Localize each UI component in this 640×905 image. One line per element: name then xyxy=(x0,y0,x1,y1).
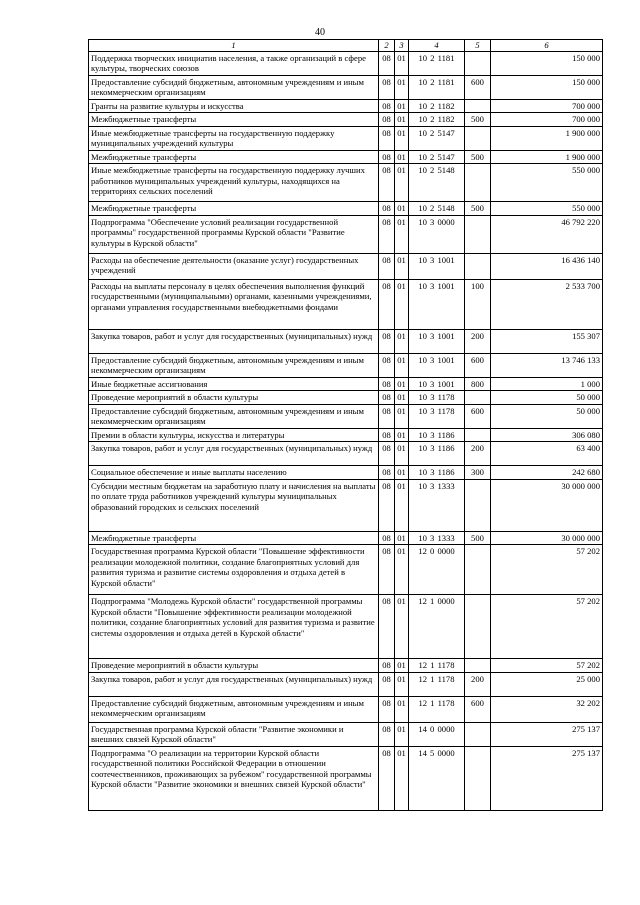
target-article-cell: 10 2 1182 xyxy=(409,113,465,126)
row-name-cell: Подпрограмма "О реализации на территории Курской области государственной политики Российской Федерации в отношении соотечественников, проживающих за рубежом" государственной программы Курской области "Развитие экономики и внешних связей Курской области" xyxy=(89,746,379,810)
table-row xyxy=(89,202,603,215)
row-name-cell: Иные бюджетные ассигнования xyxy=(89,377,379,390)
table-row xyxy=(89,100,603,113)
amount-cell: 13 746 133 xyxy=(491,353,603,377)
target-article-cell: 10 3 1186 xyxy=(409,428,465,441)
expense-type-cell xyxy=(465,253,491,279)
row-name-cell: Закупка товаров, работ и услуг для государственных (муниципальных) нужд xyxy=(89,672,379,696)
expense-type-cell: 200 xyxy=(465,329,491,353)
row-name-cell: Поддержка творческих инициатив населения, а также организаций в сфере культуры, творческих союзов xyxy=(89,52,379,76)
amount-cell: 550 000 xyxy=(491,164,603,202)
row-name-cell: Предоставление субсидий бюджетным, автономным учреждениям и иным некоммерческим организациям xyxy=(89,353,379,377)
subsection-code-cell: 01 xyxy=(395,696,409,722)
section-code-cell: 08 xyxy=(379,672,395,696)
amount-cell: 306 080 xyxy=(491,428,603,441)
amount-cell: 700 000 xyxy=(491,100,603,113)
subsection-code-cell: 01 xyxy=(395,52,409,76)
column-header: 4 xyxy=(409,40,465,52)
amount-cell: 57 202 xyxy=(491,545,603,595)
table-row xyxy=(89,279,603,329)
subsection-code-cell: 01 xyxy=(395,126,409,150)
row-name-cell: Государственная программа Курской области "Развитие экономики и внешних связей Курской области" xyxy=(89,722,379,746)
table-row xyxy=(89,479,603,531)
subsection-code-cell: 01 xyxy=(395,377,409,390)
row-name-cell: Предоставление субсидий бюджетным, автономным учреждениям и иным некоммерческим организациям xyxy=(89,404,379,428)
table-row xyxy=(89,150,603,163)
section-code-cell: 08 xyxy=(379,150,395,163)
expense-type-cell: 500 xyxy=(465,113,491,126)
target-article-cell: 10 2 1181 xyxy=(409,76,465,100)
table-row xyxy=(89,545,603,595)
table-row xyxy=(89,253,603,279)
table-row xyxy=(89,329,603,353)
expense-type-cell xyxy=(465,479,491,531)
header-row xyxy=(89,40,603,52)
section-code-cell: 08 xyxy=(379,279,395,329)
row-name-cell: Межбюджетные трансферты xyxy=(89,150,379,163)
target-article-cell: 12 1 0000 xyxy=(409,595,465,659)
amount-cell: 2 533 700 xyxy=(491,279,603,329)
amount-cell: 30 000 000 xyxy=(491,479,603,531)
section-code-cell: 08 xyxy=(379,126,395,150)
amount-cell: 550 000 xyxy=(491,202,603,215)
target-article-cell: 10 3 0000 xyxy=(409,215,465,253)
target-article-cell: 10 3 1178 xyxy=(409,391,465,404)
expense-type-cell xyxy=(465,391,491,404)
subsection-code-cell: 01 xyxy=(395,659,409,672)
expense-type-cell xyxy=(465,126,491,150)
subsection-code-cell: 01 xyxy=(395,76,409,100)
row-name-cell: Предоставление субсидий бюджетным, автономным учреждениям и иным некоммерческим организациям xyxy=(89,696,379,722)
table-row xyxy=(89,52,603,76)
target-article-cell: 10 2 5147 xyxy=(409,150,465,163)
expense-type-cell xyxy=(465,659,491,672)
expense-type-cell xyxy=(465,428,491,441)
column-header: 1 xyxy=(89,40,379,52)
row-name-cell: Подпрограмма "Молодежь Курской области" государственной программы Курской области "Повышение эффективности реализации молодежной политики, создание благоприятных условий для развития туризма и развитие системы оздоровления и отдыха детей в Курской области" xyxy=(89,595,379,659)
subsection-code-cell: 01 xyxy=(395,722,409,746)
section-code-cell: 08 xyxy=(379,164,395,202)
subsection-code-cell: 01 xyxy=(395,391,409,404)
amount-cell: 63 400 xyxy=(491,442,603,466)
amount-cell: 30 000 000 xyxy=(491,531,603,544)
subsection-code-cell: 01 xyxy=(395,113,409,126)
amount-cell: 57 202 xyxy=(491,659,603,672)
column-header: 2 xyxy=(379,40,395,52)
table-row xyxy=(89,672,603,696)
target-article-cell: 10 3 1186 xyxy=(409,466,465,479)
section-code-cell: 08 xyxy=(379,113,395,126)
expense-type-cell: 500 xyxy=(465,150,491,163)
amount-cell: 1 900 000 xyxy=(491,126,603,150)
table-row xyxy=(89,746,603,810)
expense-type-cell xyxy=(465,52,491,76)
target-article-cell: 10 3 1333 xyxy=(409,479,465,531)
table-row xyxy=(89,391,603,404)
subsection-code-cell: 01 xyxy=(395,466,409,479)
budget-table xyxy=(88,39,603,811)
section-code-cell: 08 xyxy=(379,746,395,810)
table-row xyxy=(89,76,603,100)
column-header: 6 xyxy=(491,40,603,52)
amount-cell: 275 137 xyxy=(491,746,603,810)
target-article-cell: 10 2 5147 xyxy=(409,126,465,150)
table-row xyxy=(89,126,603,150)
row-name-cell: Межбюджетные трансферты xyxy=(89,202,379,215)
amount-cell: 50 000 xyxy=(491,404,603,428)
target-article-cell: 10 2 5148 xyxy=(409,202,465,215)
row-name-cell: Подпрограмма "Обеспечение условий реализации государственной программы" государственной программы Курской области "Развитие культуры в Курской области" xyxy=(89,215,379,253)
table-row xyxy=(89,113,603,126)
expense-type-cell: 600 xyxy=(465,353,491,377)
section-code-cell: 08 xyxy=(379,202,395,215)
amount-cell: 700 000 xyxy=(491,113,603,126)
section-code-cell: 08 xyxy=(379,329,395,353)
expense-type-cell: 600 xyxy=(465,404,491,428)
section-code-cell: 08 xyxy=(379,659,395,672)
subsection-code-cell: 01 xyxy=(395,442,409,466)
target-article-cell: 10 3 1001 xyxy=(409,253,465,279)
subsection-code-cell: 01 xyxy=(395,329,409,353)
row-name-cell: Расходы на обеспечение деятельности (оказание услуг) государственных учреждений xyxy=(89,253,379,279)
column-header: 3 xyxy=(395,40,409,52)
target-article-cell: 12 1 1178 xyxy=(409,659,465,672)
table-row xyxy=(89,696,603,722)
amount-cell: 32 202 xyxy=(491,696,603,722)
table-row xyxy=(89,466,603,479)
table-row xyxy=(89,428,603,441)
section-code-cell: 08 xyxy=(379,353,395,377)
amount-cell: 1 900 000 xyxy=(491,150,603,163)
expense-type-cell: 600 xyxy=(465,696,491,722)
section-code-cell: 08 xyxy=(379,696,395,722)
section-code-cell: 08 xyxy=(379,253,395,279)
amount-cell: 57 202 xyxy=(491,595,603,659)
amount-cell: 150 000 xyxy=(491,52,603,76)
expense-type-cell xyxy=(465,746,491,810)
target-article-cell: 10 3 1178 xyxy=(409,404,465,428)
subsection-code-cell: 01 xyxy=(395,164,409,202)
table-row xyxy=(89,377,603,390)
section-code-cell: 08 xyxy=(379,595,395,659)
row-name-cell: Субсидии местным бюджетам на заработную плату и начисления на выплаты по оплате труда работников учреждений культуры муниципальных образований городских и сельских поселений xyxy=(89,479,379,531)
subsection-code-cell: 01 xyxy=(395,531,409,544)
subsection-code-cell: 01 xyxy=(395,746,409,810)
target-article-cell: 10 3 1186 xyxy=(409,442,465,466)
section-code-cell: 08 xyxy=(379,215,395,253)
subsection-code-cell: 01 xyxy=(395,215,409,253)
row-name-cell: Проведение мероприятий в области культуры xyxy=(89,659,379,672)
table-row xyxy=(89,353,603,377)
target-article-cell: 10 2 5148 xyxy=(409,164,465,202)
expense-type-cell: 500 xyxy=(465,531,491,544)
row-name-cell: Межбюджетные трансферты xyxy=(89,531,379,544)
target-article-cell: 10 2 1182 xyxy=(409,100,465,113)
table-row xyxy=(89,404,603,428)
section-code-cell: 08 xyxy=(379,545,395,595)
expense-type-cell xyxy=(465,215,491,253)
table-row xyxy=(89,164,603,202)
subsection-code-cell: 01 xyxy=(395,353,409,377)
target-article-cell: 10 2 1181 xyxy=(409,52,465,76)
row-name-cell: Премии в области культуры, искусства и литературы xyxy=(89,428,379,441)
target-article-cell: 10 3 1001 xyxy=(409,353,465,377)
subsection-code-cell: 01 xyxy=(395,479,409,531)
section-code-cell: 08 xyxy=(379,442,395,466)
table-row xyxy=(89,595,603,659)
expense-type-cell xyxy=(465,595,491,659)
target-article-cell: 10 3 1333 xyxy=(409,531,465,544)
amount-cell: 242 680 xyxy=(491,466,603,479)
row-name-cell: Иные межбюджетные трансферты на государственную поддержку лучших работников муниципальных учреждений культуры, находящихся на территориях сельских поселений xyxy=(89,164,379,202)
subsection-code-cell: 01 xyxy=(395,150,409,163)
table-row xyxy=(89,531,603,544)
expense-type-cell xyxy=(465,722,491,746)
row-name-cell: Гранты на развитие культуры и искусства xyxy=(89,100,379,113)
expense-type-cell: 200 xyxy=(465,672,491,696)
column-header: 5 xyxy=(465,40,491,52)
expense-type-cell xyxy=(465,545,491,595)
amount-cell: 275 137 xyxy=(491,722,603,746)
row-name-cell: Социальное обеспечение и иные выплаты населению xyxy=(89,466,379,479)
table-row xyxy=(89,722,603,746)
amount-cell: 16 436 140 xyxy=(491,253,603,279)
amount-cell: 25 000 xyxy=(491,672,603,696)
subsection-code-cell: 01 xyxy=(395,404,409,428)
expense-type-cell: 500 xyxy=(465,202,491,215)
section-code-cell: 08 xyxy=(379,428,395,441)
target-article-cell: 12 1 1178 xyxy=(409,696,465,722)
expense-type-cell: 800 xyxy=(465,377,491,390)
expense-type-cell: 300 xyxy=(465,466,491,479)
page-number: 40 xyxy=(315,27,325,38)
expense-type-cell: 200 xyxy=(465,442,491,466)
subsection-code-cell: 01 xyxy=(395,672,409,696)
subsection-code-cell: 01 xyxy=(395,545,409,595)
expense-type-cell xyxy=(465,100,491,113)
section-code-cell: 08 xyxy=(379,100,395,113)
row-name-cell: Расходы на выплаты персоналу в целях обеспечения выполнения функций государственными (муниципальными) органами, казенными учреждениями, органами управления государственными внебюджетными фондами xyxy=(89,279,379,329)
row-name-cell: Государственная программа Курской области "Повышение эффективности реализации молодежной политики, создание благоприятных условий для развития туризма и развитие системы оздоровления и отдыха детей в Курской области" xyxy=(89,545,379,595)
section-code-cell: 08 xyxy=(379,479,395,531)
section-code-cell: 08 xyxy=(379,404,395,428)
row-name-cell: Предоставление субсидий бюджетным, автономным учреждениям и иным некоммерческим организациям xyxy=(89,76,379,100)
amount-cell: 46 792 220 xyxy=(491,215,603,253)
expense-type-cell: 100 xyxy=(465,279,491,329)
row-name-cell: Проведение мероприятий в области культуры xyxy=(89,391,379,404)
target-article-cell: 10 3 1001 xyxy=(409,329,465,353)
row-name-cell: Закупка товаров, работ и услуг для государственных (муниципальных) нужд xyxy=(89,329,379,353)
row-name-cell: Закупка товаров, работ и услуг для государственных (муниципальных) нужд xyxy=(89,442,379,466)
amount-cell: 150 000 xyxy=(491,76,603,100)
section-code-cell: 08 xyxy=(379,377,395,390)
section-code-cell: 08 xyxy=(379,391,395,404)
amount-cell: 50 000 xyxy=(491,391,603,404)
subsection-code-cell: 01 xyxy=(395,253,409,279)
subsection-code-cell: 01 xyxy=(395,100,409,113)
row-name-cell: Иные межбюджетные трансферты на государственную поддержку муниципальных учреждений культуры xyxy=(89,126,379,150)
target-article-cell: 12 0 0000 xyxy=(409,545,465,595)
section-code-cell: 08 xyxy=(379,76,395,100)
row-name-cell: Межбюджетные трансферты xyxy=(89,113,379,126)
expense-type-cell: 600 xyxy=(465,76,491,100)
target-article-cell: 10 3 1001 xyxy=(409,377,465,390)
subsection-code-cell: 01 xyxy=(395,279,409,329)
section-code-cell: 08 xyxy=(379,722,395,746)
table-row xyxy=(89,659,603,672)
section-code-cell: 08 xyxy=(379,466,395,479)
target-article-cell: 14 0 0000 xyxy=(409,722,465,746)
target-article-cell: 10 3 1001 xyxy=(409,279,465,329)
table-row xyxy=(89,442,603,466)
amount-cell: 1 000 xyxy=(491,377,603,390)
table-row xyxy=(89,215,603,253)
subsection-code-cell: 01 xyxy=(395,428,409,441)
section-code-cell: 08 xyxy=(379,52,395,76)
target-article-cell: 12 1 1178 xyxy=(409,672,465,696)
target-article-cell: 14 5 0000 xyxy=(409,746,465,810)
expense-type-cell xyxy=(465,164,491,202)
subsection-code-cell: 01 xyxy=(395,202,409,215)
section-code-cell: 08 xyxy=(379,531,395,544)
amount-cell: 155 307 xyxy=(491,329,603,353)
subsection-code-cell: 01 xyxy=(395,595,409,659)
